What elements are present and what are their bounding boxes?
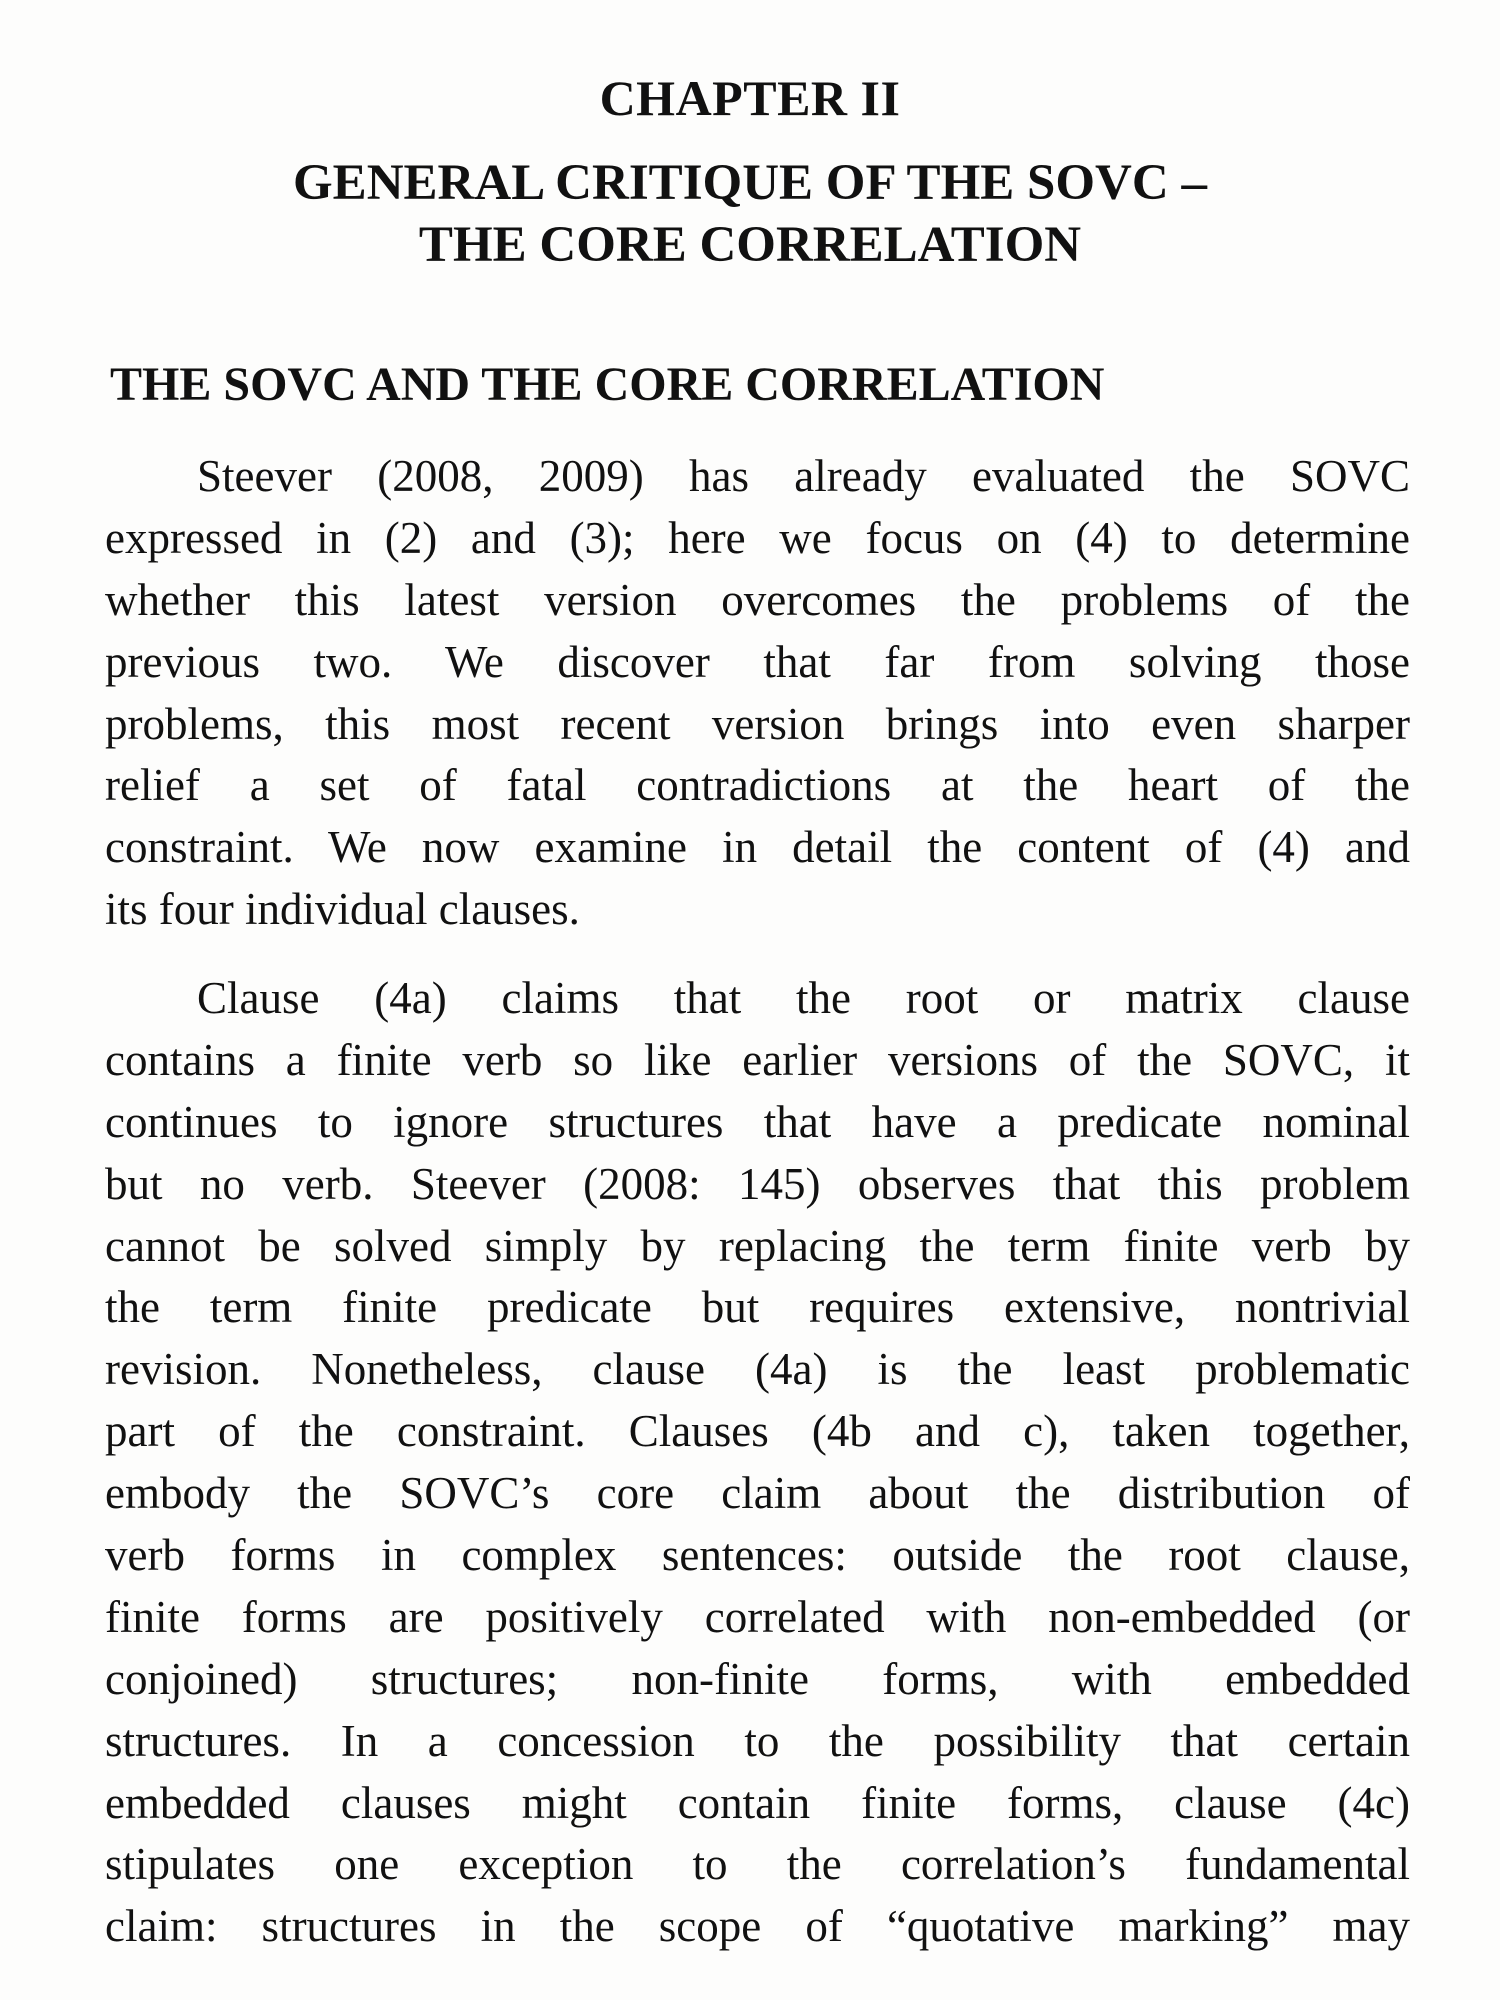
paragraph-line: claim: structures in the scope of “quotative marking” may <box>105 1901 1410 1952</box>
paragraph-line: whether this latest version overcomes the problems of the <box>105 574 1410 625</box>
section-heading: THE SOVC AND THE CORE CORRELATION <box>110 358 1105 411</box>
paragraph-line: constraint. We now examine in detail the content of (4) and <box>105 822 1410 873</box>
paragraph-line: Steever (2008, 2009) has already evaluated the SOVC <box>197 451 1410 501</box>
chapter-title-line-2: THE CORE CORRELATION <box>418 217 1082 273</box>
paragraph-line: previous two. We discover that far from solving those <box>105 636 1410 687</box>
paragraph-line: Clause (4a) claims that the root or matrix clause <box>197 973 1410 1023</box>
paragraph-line: embedded clauses might contain finite forms, clause (4c) <box>105 1777 1410 1828</box>
paragraph-line: stipulates one exception to the correlation’s fundamental <box>105 1839 1410 1890</box>
paragraph-line: the term finite predicate but requires extensive, nontrivial <box>105 1282 1410 1333</box>
paragraph-line: revision. Nonetheless, clause (4a) is the least problematic <box>105 1344 1410 1395</box>
paragraph-line: cannot be solved simply by replacing the term finite verb by <box>105 1220 1410 1271</box>
paragraph-line: finite forms are positively correlated with non-embedded (or <box>105 1591 1410 1642</box>
paragraph-line: problems, this most recent version brings into even sharper <box>105 698 1410 749</box>
chapter-title-line-1: GENERAL CRITIQUE OF THE SOVC – <box>293 155 1207 211</box>
paragraph-line: verb forms in complex sentences: outside the root clause, <box>105 1530 1410 1581</box>
paragraph-line: relief a set of fatal contradictions at the heart of the <box>105 760 1410 811</box>
paragraph-line: expressed in (2) and (3); here we focus on (4) to determine <box>105 512 1410 563</box>
paragraph-line: but no verb. Steever (2008: 145) observes that this problem <box>105 1158 1410 1209</box>
paragraph-line: its four individual clauses. <box>105 884 580 935</box>
body-paragraph-2 <box>105 968 1410 1958</box>
chapter-title <box>0 152 1500 276</box>
paragraph-line: structures. In a concession to the possibility that certain <box>105 1715 1410 1766</box>
paragraph-line: continues to ignore structures that have a predicate nominal <box>105 1096 1410 1147</box>
paragraph-line: conjoined) structures; non-finite forms, with embedded <box>105 1653 1410 1704</box>
body-paragraph-1 <box>105 446 1410 941</box>
chapter-label: CHAPTER II <box>599 70 901 126</box>
paragraph-line: contains a finite verb so like earlier versions of the SOVC, it <box>105 1034 1410 1085</box>
paragraph-line: part of the constraint. Clauses (4b and c), taken together, <box>105 1406 1410 1457</box>
paragraph-line: embody the SOVC’s core claim about the distribution of <box>105 1468 1410 1519</box>
